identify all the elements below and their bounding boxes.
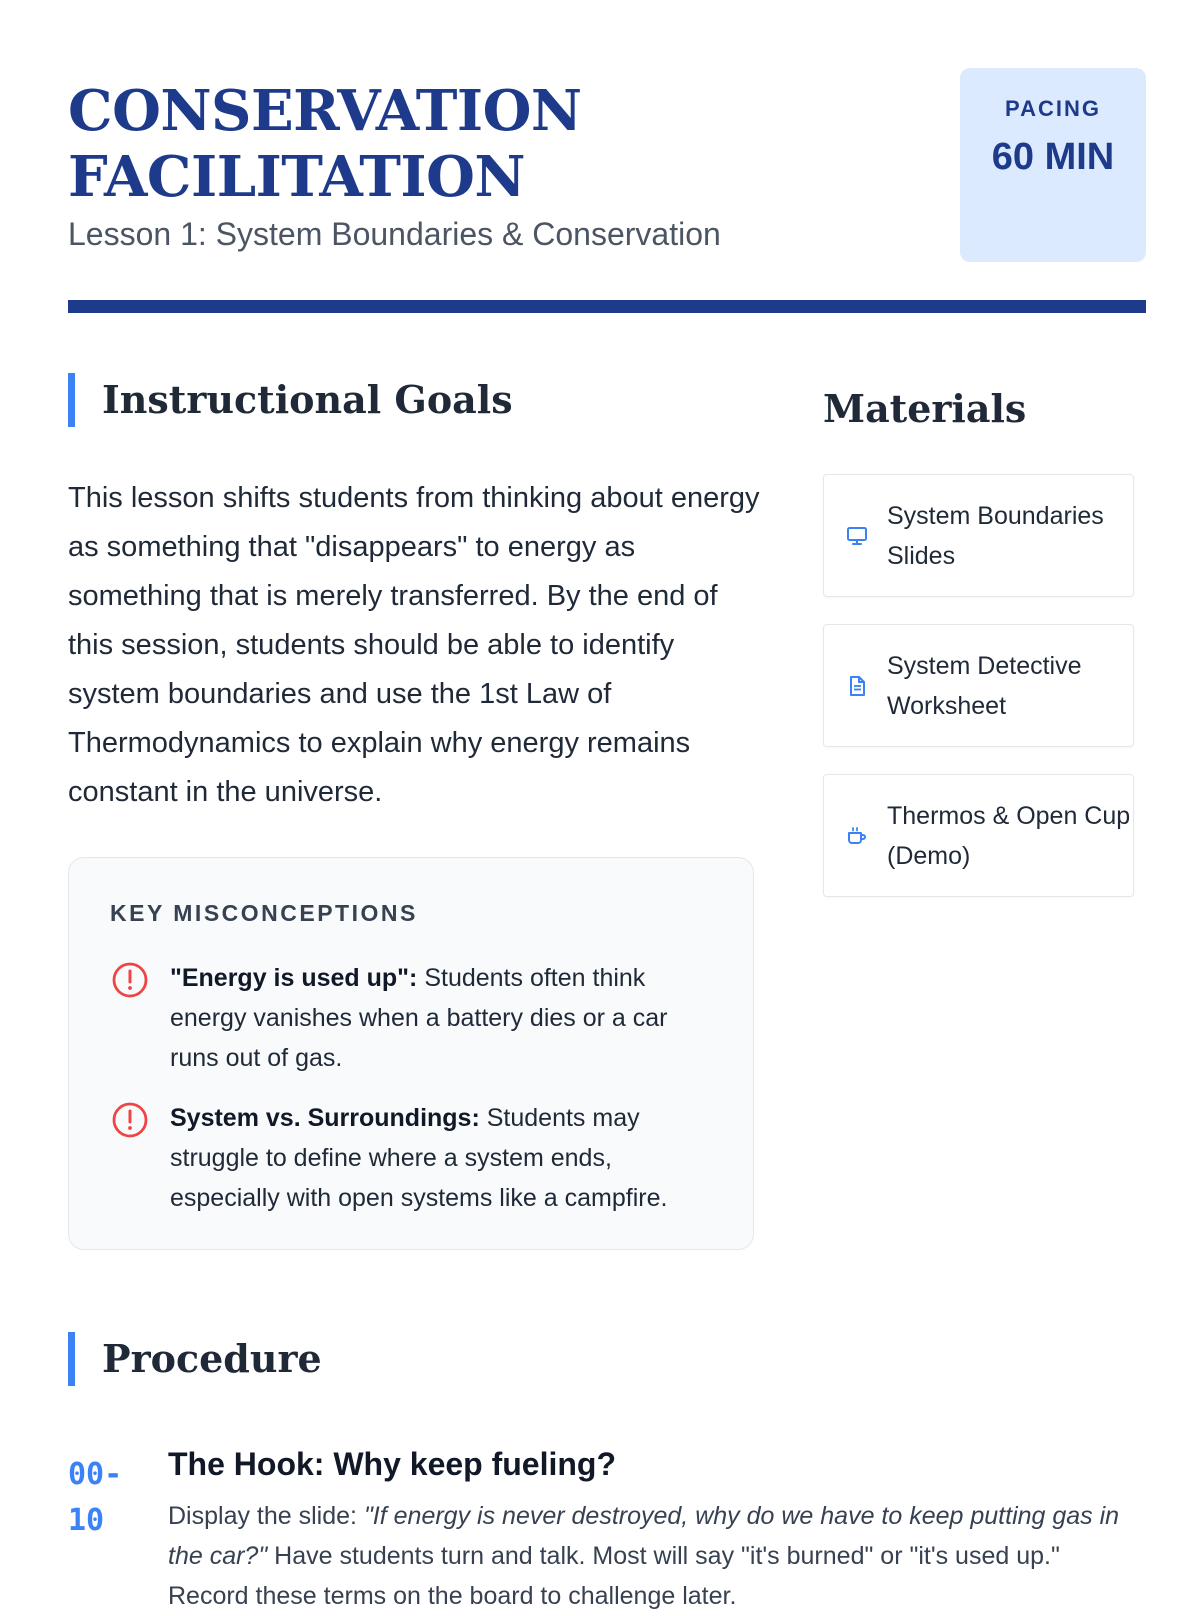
pacing-label: PACING bbox=[1005, 96, 1101, 121]
misconception-term: "Energy is used up": bbox=[170, 964, 418, 992]
goals-paragraph: This lesson shifts students from thinking about energy as something that "disappears" to energy as something that is merely transferred. By the end of this session, students should be able to identify system boundaries and use the 1st Law of Thermodynamics to explain why energy remains constant in the universe. bbox=[68, 482, 760, 808]
title-block bbox=[68, 78, 888, 254]
materials-title: Materials bbox=[823, 386, 1027, 431]
page-title-line-2: FACILITATION bbox=[68, 144, 526, 210]
cup-icon bbox=[845, 824, 869, 848]
step-time: 00-10 bbox=[68, 1457, 123, 1538]
pacing-value: 60 MIN bbox=[991, 136, 1115, 178]
page-title-line-1: CONSERVATION bbox=[68, 78, 582, 144]
material-label: System Detective Worksheet bbox=[887, 651, 1082, 720]
misconception-description: Students may struggle to define where a system ends, especially with open systems like a campfire. bbox=[170, 1104, 668, 1212]
goals-title: Instructional Goals bbox=[102, 377, 513, 422]
misconception-item bbox=[110, 958, 720, 1078]
step-desc-suffix: Have students turn and talk. Most will say "it's burned" or "it's used up." Record these terms on the board to challenge later. bbox=[168, 1542, 1060, 1610]
material-card-slides[interactable] bbox=[823, 474, 1134, 597]
alert-circle-icon bbox=[110, 960, 150, 1000]
page-subtitle: Lesson 1: System Boundaries & Conservation bbox=[68, 216, 721, 252]
lesson-page bbox=[68, 0, 1146, 1610]
misconceptions-title: KEY MISCONCEPTIONS bbox=[110, 900, 418, 926]
section-accent-bar bbox=[68, 1332, 75, 1386]
misconception-text bbox=[170, 1098, 720, 1218]
document-icon bbox=[845, 674, 869, 698]
header-divider bbox=[68, 300, 1146, 313]
material-label: Thermos & Open Cup (Demo) bbox=[887, 801, 1131, 870]
procedure-title: Procedure bbox=[102, 1336, 322, 1381]
misconceptions-box bbox=[68, 857, 754, 1250]
alert-circle-icon bbox=[110, 1100, 150, 1140]
material-card-worksheet[interactable] bbox=[823, 624, 1134, 747]
pacing-badge bbox=[960, 68, 1146, 262]
step-desc-quote: "If energy is never destroyed, why do we have to keep putting gas in the car?" bbox=[168, 1502, 1120, 1570]
goals-heading bbox=[68, 373, 513, 427]
step-body bbox=[168, 1438, 1128, 1616]
monitor-icon bbox=[845, 524, 869, 548]
section-accent-bar bbox=[68, 373, 75, 427]
procedure-heading bbox=[68, 1332, 322, 1386]
step-description bbox=[168, 1496, 1128, 1616]
step-desc-prefix: Display the slide: bbox=[168, 1502, 364, 1530]
misconception-text bbox=[170, 958, 720, 1078]
misconception-description: Students often think energy vanishes when a battery dies or a car runs out of gas. bbox=[170, 964, 668, 1072]
misconception-item bbox=[110, 1098, 720, 1218]
material-label: System Boundaries Slides bbox=[887, 501, 1104, 570]
misconception-term: System vs. Surroundings: bbox=[170, 1104, 480, 1132]
header bbox=[68, 68, 1146, 268]
material-card-demo[interactable] bbox=[823, 774, 1134, 897]
step-title: The Hook: Why keep fueling? bbox=[168, 1446, 617, 1482]
